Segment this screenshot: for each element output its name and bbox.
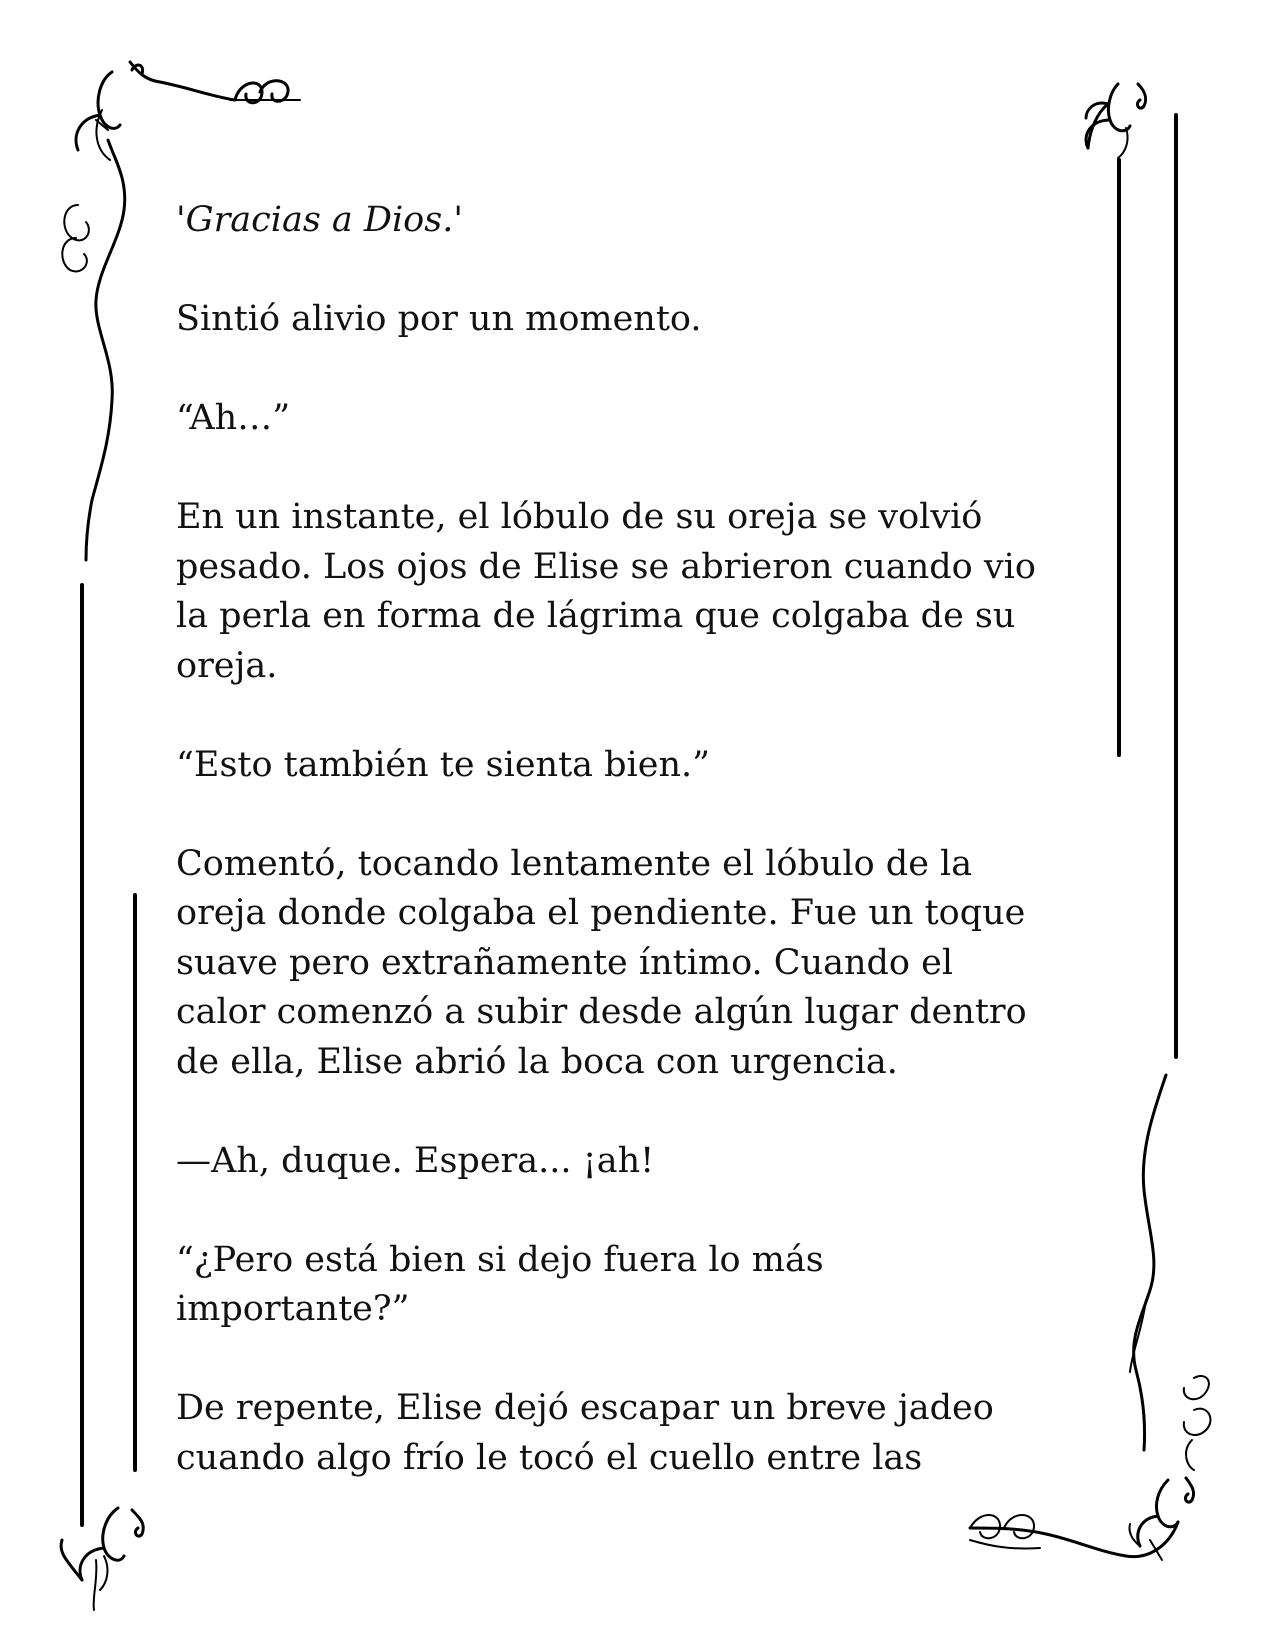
dialogue-line: “Ah…” [176,398,291,438]
narration-paragraph: De repente, Elise dejó escapar un breve jadeo cuando algo frío le tocó el cuello entre las [176,1388,994,1478]
dialogue-line: —Ah, duque. Espera... ¡ah! [176,1140,655,1181]
narration-paragraph: Comentó, tocando lentamente el lóbulo de la oreja donde colgaba el pendiente. Fue un toque suave pero extrañamente íntimo. Cuando el calor comenzó a subir desde algún lugar dentro de ella, Elise abrió la boca con urgencia. [176,843,1027,1082]
thought-line: 'Gracias a Dios.' [176,200,463,240]
story-text [176,196,1116,1533]
dialogue-line: “¿Pero está bien si dejo fuera lo más importante?” [176,1239,824,1329]
top-right-flourish-icon [1086,84,1146,158]
dialogue-line: “Esto también te sienta bien.” [176,744,711,785]
narration-paragraph: En un instante, el lóbulo de su oreja se volvió pesado. Los ojos de Elise se abrieron cuando vio la perla en forma de lágrima que colgaba de su oreja. [176,497,1036,686]
narration-paragraph: Sintió alivio por un momento. [176,299,702,339]
bottom-left-flourish-icon [61,1508,143,1610]
